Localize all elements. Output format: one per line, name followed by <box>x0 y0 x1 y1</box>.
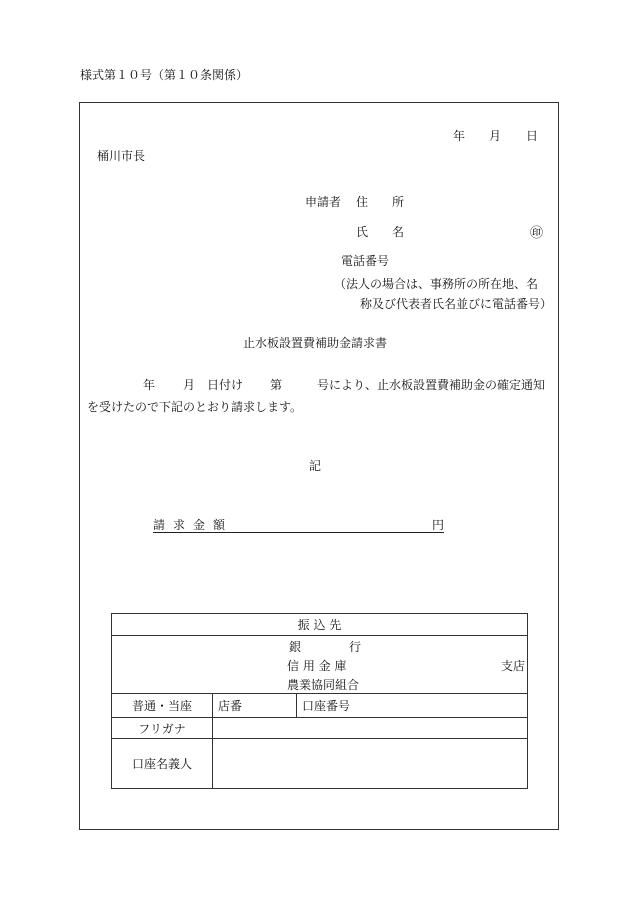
date-day: 日 <box>526 129 539 143</box>
account-number-cell[interactable]: 口座番号 <box>297 694 528 718</box>
document-title: 止水板設置費補助金請求書 <box>242 336 387 350</box>
bank-header: 振 込 先 <box>112 614 528 636</box>
seal-mark: ㊞ <box>530 226 544 241</box>
date-year: 年 <box>453 129 466 143</box>
amount-label: 請求金額 <box>153 518 234 532</box>
store-number-cell[interactable]: 店番 <box>213 694 297 718</box>
phone-label: 電話番号 <box>341 254 390 268</box>
furigana-field[interactable] <box>213 718 528 739</box>
form-number: 様式第１０号（第１０条関係） <box>80 68 249 82</box>
branch-label: 支店 <box>501 659 526 673</box>
address-label: 住 所 <box>356 195 405 209</box>
body-dated: 日付け <box>207 378 244 392</box>
bank-label: 銀 行 <box>289 640 362 654</box>
nokyo-label: 農業協同組合 <box>287 678 360 692</box>
body-year: 年 <box>143 378 156 392</box>
addressee: 桶川市長 <box>97 149 146 163</box>
name-label: 氏 名 <box>356 225 405 239</box>
date-month: 月 <box>489 129 502 143</box>
corporate-note-line2: 称及び代表者氏名並びに電話番号） <box>360 297 553 311</box>
body-month: 月 <box>183 378 196 392</box>
body-line2: を受けたので下記のとおり請求します。 <box>87 400 303 414</box>
amount-unit: 円 <box>431 518 444 532</box>
bank-transfer-table <box>111 613 528 789</box>
body-go: 号により、止水板設置費補助金の確定通知 <box>317 378 546 392</box>
shinkin-label: 信 用 金 庫 <box>287 659 347 673</box>
account-type-cell[interactable]: 普通・当座 <box>112 694 213 718</box>
body-dai: 第 <box>270 378 283 392</box>
corporate-note-line1: （法人の場合は、事務所の所在地、名 <box>334 277 539 291</box>
bank-name-cell[interactable] <box>112 636 528 694</box>
holder-label: 口座名義人 <box>112 739 213 789</box>
applicant-role: 申請者 <box>305 195 342 209</box>
furigana-label: フリガナ <box>112 718 213 739</box>
amount-row <box>153 516 444 533</box>
holder-field[interactable] <box>213 739 528 789</box>
ki-heading: 記 <box>308 459 321 473</box>
